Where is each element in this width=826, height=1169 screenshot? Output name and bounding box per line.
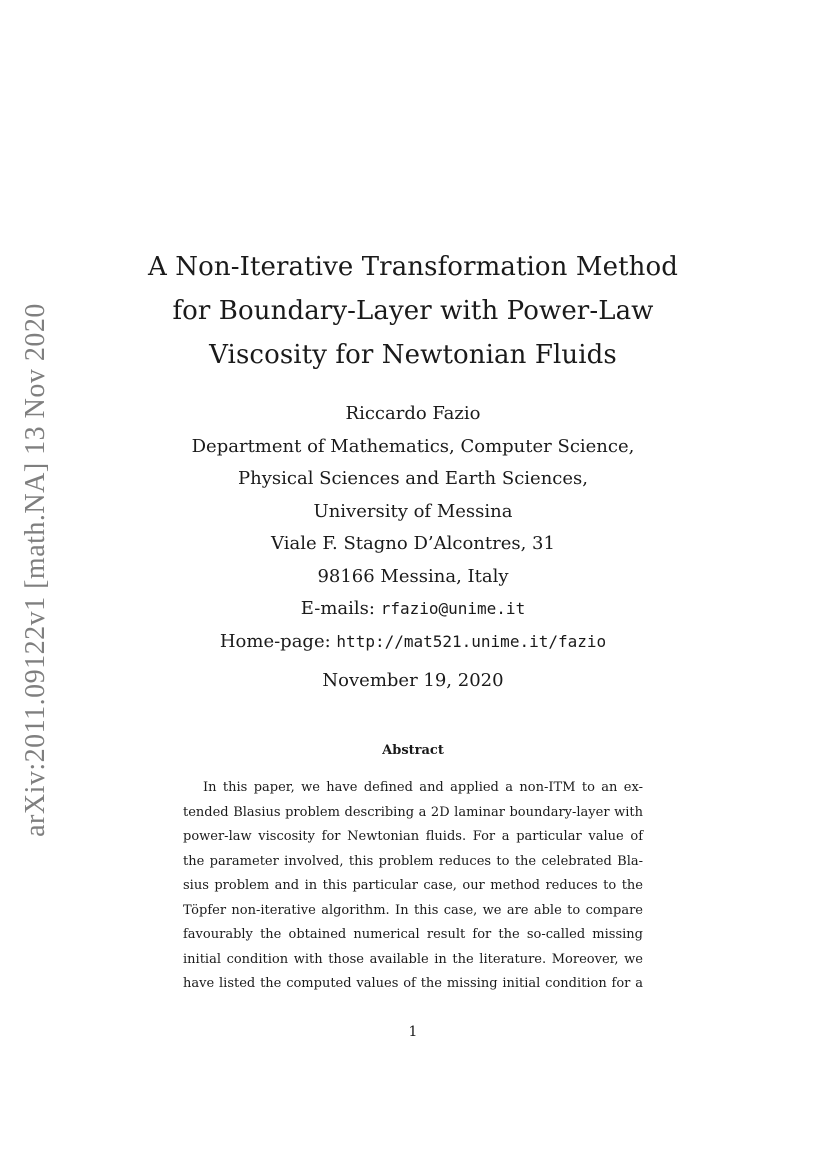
email-label: E-mails:: [300, 598, 375, 619]
abstract-line: power-law viscosity for Newtonian fluids. For a particular value of: [183, 829, 643, 844]
affiliation-line: Physical Sciences and Earth Sciences,: [238, 468, 588, 489]
affiliation-line: University of Messina: [313, 500, 513, 522]
abstract-line: the parameter involved, this problem reduces to the celebrated Bla-: [183, 853, 643, 869]
arxiv-identifier: arXiv:2011.09122v1 [math.NA] 13 Nov 2020: [20, 303, 52, 837]
homepage-link[interactable]: http://mat521.unime.it/fazio: [336, 631, 607, 651]
paper-title: [0, 245, 826, 377]
email-line: [0, 593, 826, 626]
homepage-label: Home-page:: [219, 630, 331, 652]
abstract-line: initial condition with those available in the literature. Moreover, we: [183, 951, 643, 967]
title-line: A Non-Iterative Transformation Method: [148, 252, 678, 282]
abstract-line: favourably the obtained numerical result for the so-called missing: [183, 927, 643, 942]
title-line: for Boundary-Layer with Power-Law: [172, 296, 654, 326]
author-block: [0, 398, 826, 658]
homepage-line: [0, 626, 826, 659]
abstract-line: In this paper, we have defined and applied a non-ITM to an ex-: [203, 780, 643, 795]
abstract-line: tended Blasius problem describing a 2D laminar boundary-layer with: [183, 804, 643, 820]
affiliation-line: Department of Mathematics, Computer Science,: [191, 435, 635, 457]
page-number: 1: [408, 1024, 418, 1040]
paper-date: November 19, 2020: [322, 670, 504, 691]
abstract-body: [183, 776, 643, 997]
abstract-line: sius problem and in this particular case, our method reduces to the: [183, 878, 643, 893]
author-name: Riccardo Fazio: [345, 403, 481, 424]
abstract-line: have listed the computed values of the missing initial condition for a: [183, 976, 643, 991]
affiliation-line: 98166 Messina, Italy: [317, 565, 509, 587]
title-line: Viscosity for Newtonian Fluids: [209, 340, 617, 370]
abstract-heading: Abstract: [382, 743, 444, 758]
email-link[interactable]: rfazio@unime.it: [380, 599, 526, 618]
affiliation-line: Viale F. Stagno D’Alcontres, 31: [271, 533, 555, 554]
abstract-line: Töpfer non-iterative algorithm. In this case, we are able to compare: [183, 902, 643, 918]
